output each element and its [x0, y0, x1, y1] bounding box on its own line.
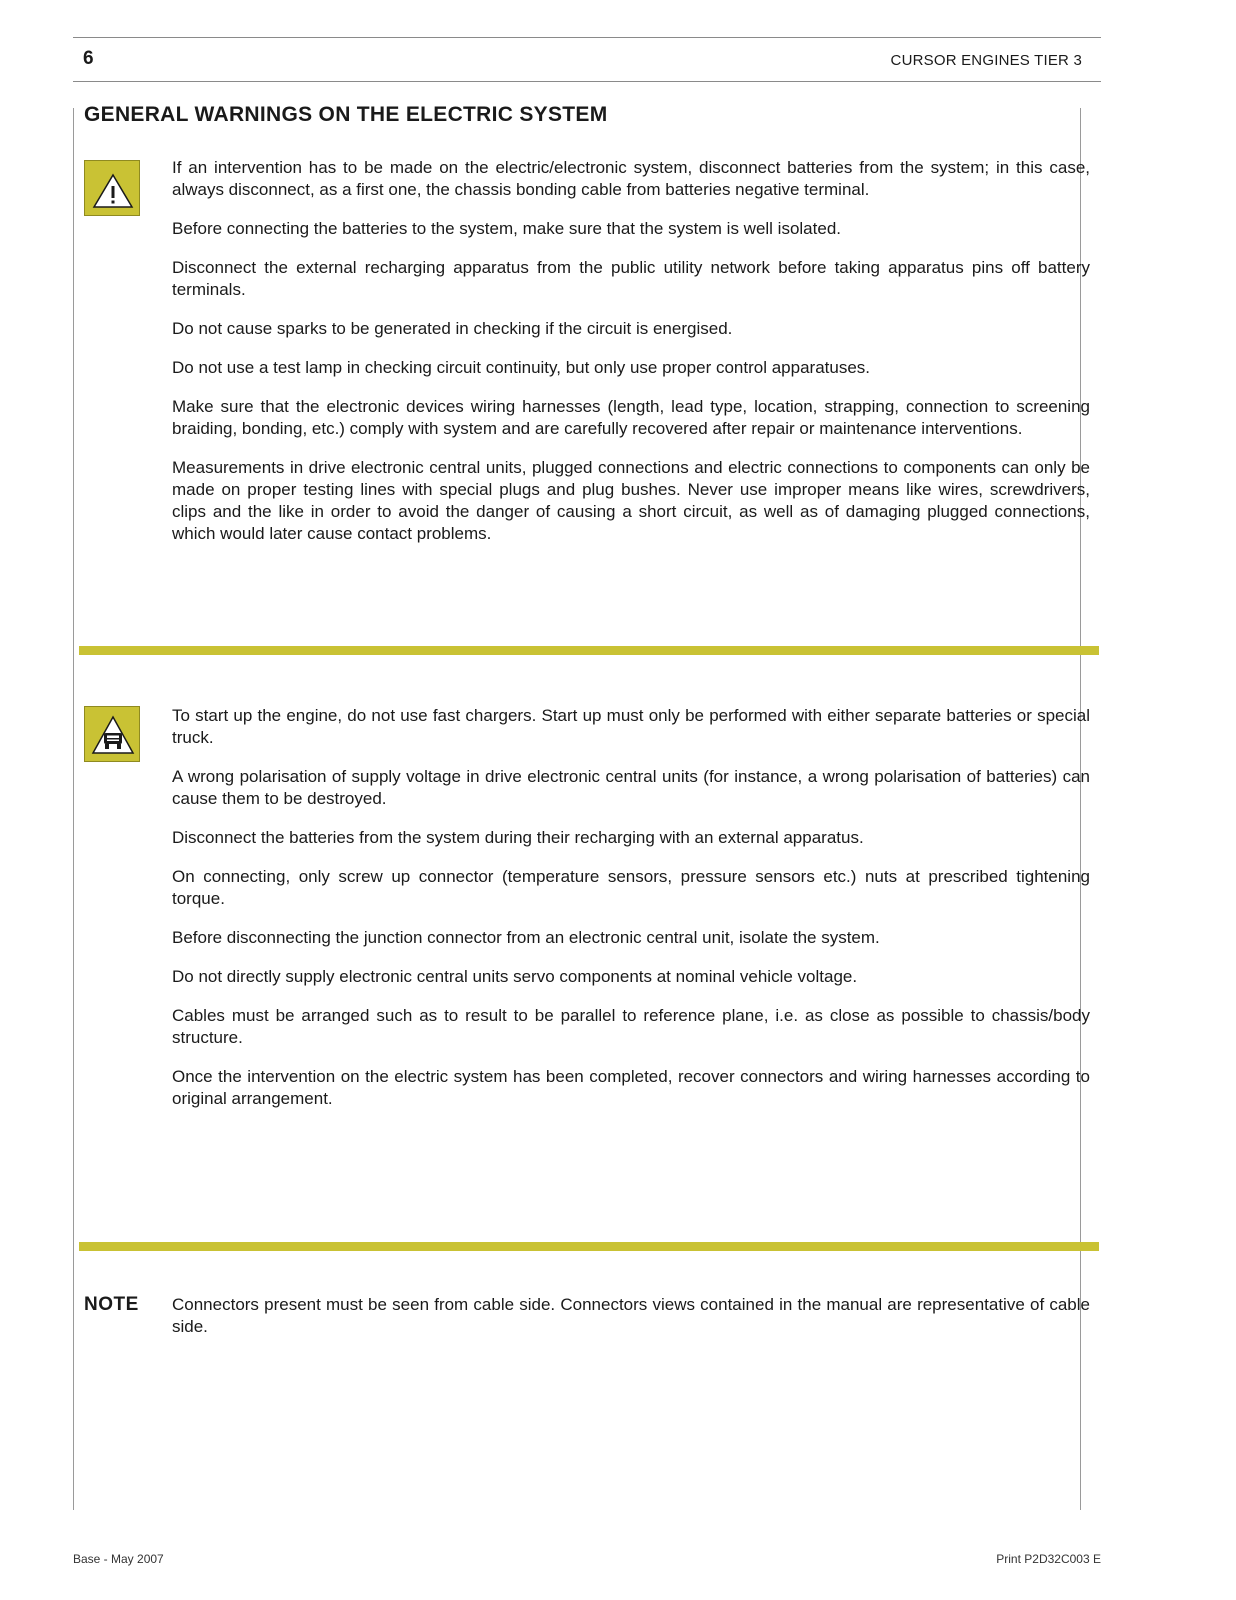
warning-paragraph: Do not directly supply electronic central units servo components at nominal vehicle voltage.: [172, 967, 858, 986]
note-text: Connectors present must be seen from cable side. Connectors views contained in the manual are representative of cable side.: [172, 1295, 1090, 1336]
warning-paragraph: To start up the engine, do not use fast chargers. Start up must only be performed with either separate batteries or special truck.: [172, 706, 1090, 747]
warning-paragraph: Measurements in drive electronic central units, plugged connections and electric connections to components can only be made on proper testing lines with special plugs and plug bushes. Never use improper means like wires, screwdrivers, clips and the like in order to avoid the danger of causing a short circuit, as well as of damaging plugged connections, which would later cause contact problems.: [172, 458, 1090, 543]
warning-paragraph: Disconnect the batteries from the system during their recharging with an external apparatus.: [172, 828, 864, 847]
page-number: 6: [83, 48, 94, 69]
header-top-rule: [73, 37, 1101, 38]
warning-paragraph: Make sure that the electronic devices wiring harnesses (length, lead type, location, strapping, connection to screening braiding, bonding, etc.) comply with system and are carefully recovered after repair or maintenance interventions.: [172, 397, 1090, 438]
warning-paragraph: Do not use a test lamp in checking circuit continuity, but only use proper control apparatuses.: [172, 358, 871, 377]
header-bottom-rule: [73, 81, 1101, 82]
left-margin-rule: [73, 108, 74, 1510]
footer-print-code: Print P2D32C003 E: [996, 1552, 1101, 1566]
running-header-title: CURSOR ENGINES TIER 3: [890, 52, 1082, 69]
warning-paragraph: If an intervention has to be made on the electric/electronic system, disconnect batteries from the system; in this case, always disconnect, as a first one, the chassis bonding cable from batteries negative terminal.: [172, 158, 1090, 199]
warning-paragraph: A wrong polarisation of supply voltage in drive electronic central units (for instance, a wrong polarisation of batteries) can cause them to be destroyed.: [172, 767, 1090, 808]
warning-paragraph: Disconnect the external recharging apparatus from the public utility network before taking apparatus pins off battery terminals.: [172, 258, 1090, 299]
footer-edition: Base - May 2007: [73, 1552, 164, 1566]
warning-paragraph: On connecting, only screw up connector (temperature sensors, pressure sensors etc.) nuts at prescribed tightening torque.: [172, 867, 1090, 908]
warning-paragraph: Do not cause sparks to be generated in checking if the circuit is energised.: [172, 319, 733, 338]
section-title: GENERAL WARNINGS ON THE ELECTRIC SYSTEM: [84, 103, 608, 126]
warning-paragraph: Before disconnecting the junction connector from an electronic central unit, isolate the system.: [172, 928, 880, 947]
section-divider: [79, 646, 1099, 655]
section-divider: [79, 1242, 1099, 1251]
warning-paragraph: Once the intervention on the electric system has been completed, recover connectors and wiring harnesses according to original arrangement.: [172, 1067, 1090, 1108]
warnings-block-1: [172, 157, 1090, 562]
warnings-block-2: [172, 705, 1090, 1127]
warning-paragraph: Before connecting the batteries to the system, make sure that the system is well isolated.: [172, 219, 841, 238]
truck-warning-icon: [84, 706, 140, 762]
note-label: NOTE: [84, 1294, 139, 1315]
warning-triangle-icon: [84, 160, 140, 216]
warning-paragraph: Cables must be arranged such as to result to be parallel to reference plane, i.e. as close as possible to chassis/body structure.: [172, 1006, 1090, 1047]
